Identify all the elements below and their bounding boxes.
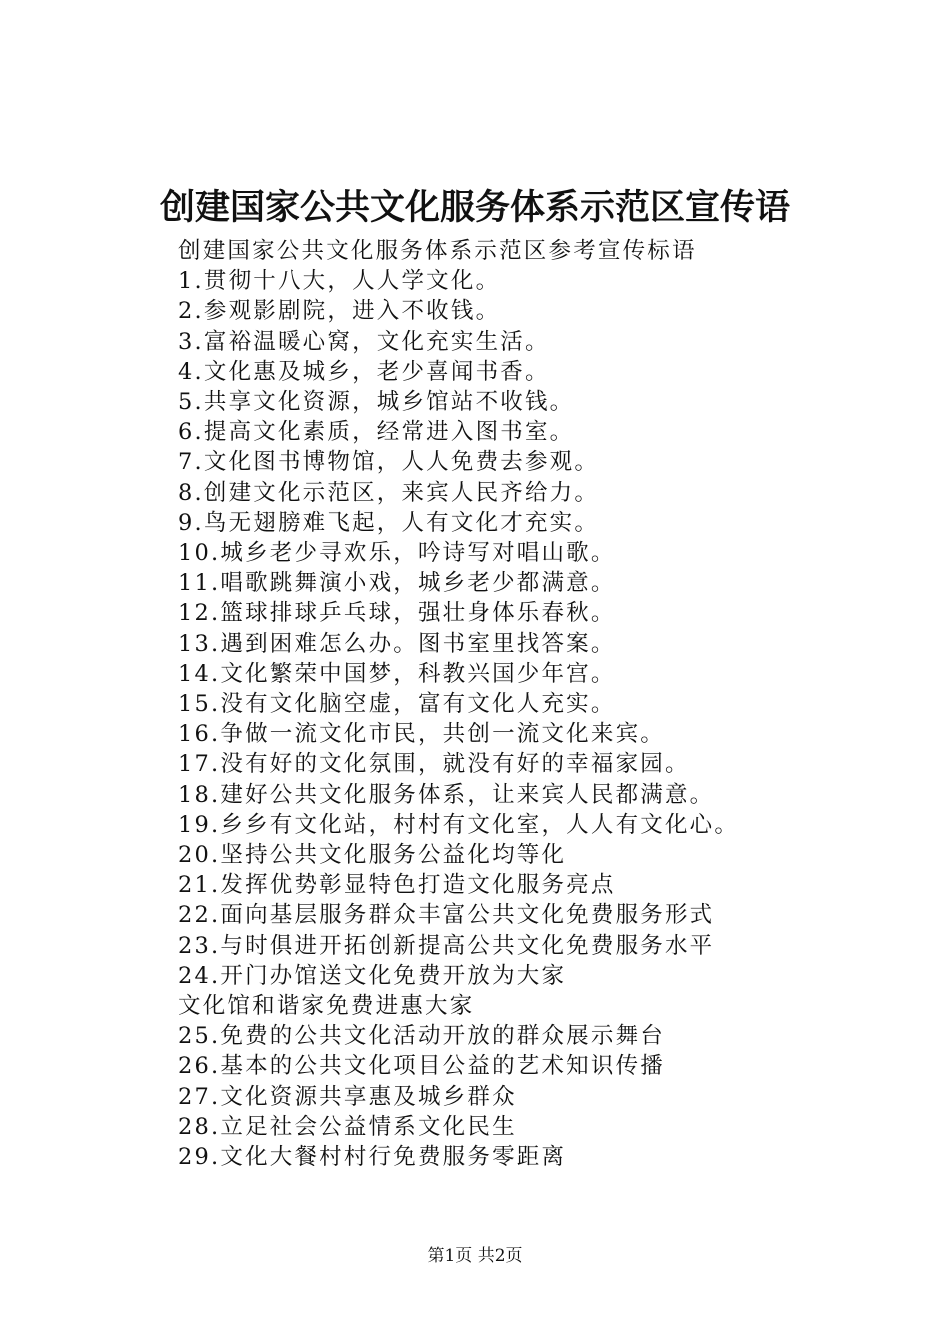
- slogan-line: 16.争做一流文化市民，共创一流文化来宾。: [178, 721, 665, 748]
- slogan-line: 15.没有文化脑空虚，富有文化人充实。: [178, 691, 616, 718]
- subtitle-line: 创建国家公共文化服务体系示范区参考宣传标语: [178, 238, 697, 264]
- slogan-line: 22.面向基层服务群众丰富公共文化免费服务形式: [178, 902, 715, 929]
- slogan-line: 26.基本的公共文化项目公益的艺术知识传播: [178, 1053, 665, 1080]
- slogan-line: 8.创建文化示范区，来宾人民齐给力。: [178, 479, 600, 506]
- slogan-line: 20.坚持公共文化服务公益化均等化: [178, 842, 567, 869]
- slogan-line: 3.富裕温暖心窝，文化充实生活。: [178, 328, 550, 355]
- slogan-list: [178, 236, 898, 1172]
- slogan-line: 5.共享文化资源，城乡馆站不收钱。: [178, 389, 575, 416]
- slogan-line: 12.篮球排球乒乓球，强壮身体乐春秋。: [178, 600, 616, 627]
- slogan-line: 28.立足社会公益情系文化民生: [178, 1113, 517, 1140]
- slogan-line: 24.开门办馆送文化免费开放为大家: [178, 962, 567, 989]
- slogan-line: 17.没有好的文化氛围，就没有好的幸福家园。: [178, 751, 690, 778]
- slogan-line: 1.贯彻十八大，人人学文化。: [178, 268, 501, 295]
- slogan-line: 2.参观影剧院，进入不收钱。: [178, 298, 501, 325]
- slogan-line: 29.文化大餐村村行免费服务零距离: [178, 1144, 567, 1171]
- slogan-line: 9.鸟无翅膀难飞起，人有文化才充实。: [178, 509, 600, 536]
- slogan-line: 19.乡乡有文化站，村村有文化室，人人有文化心。: [178, 811, 740, 838]
- slogan-line: 13.遇到困难怎么办。图书室里找答案。: [178, 630, 616, 657]
- slogan-line: 18.建好公共文化服务体系，让来宾人民都满意。: [178, 781, 715, 808]
- page-footer: 第1页 共2页: [427, 1246, 523, 1266]
- document-title: 创建国家公共文化服务体系示范区宣传语: [159, 187, 790, 228]
- slogan-line: 7.文化图书博物馆，人人免费去参观。: [178, 449, 600, 476]
- slogan-line: 21.发挥优势彰显特色打造文化服务亮点: [178, 872, 616, 899]
- slogan-line: 27.文化资源共享惠及城乡群众: [178, 1083, 517, 1110]
- slogan-line: 文化馆和谐家免费进惠大家: [178, 993, 475, 1020]
- slogan-line: 14.文化繁荣中国梦，科教兴国少年宫。: [178, 660, 616, 687]
- slogan-line: 23.与时俱进开拓创新提高公共文化免费服务水平: [178, 932, 715, 959]
- slogan-line: 11.唱歌跳舞演小戏，城乡老少都满意。: [178, 570, 616, 597]
- slogan-line: 25.免费的公共文化活动开放的群众展示舞台: [178, 1023, 665, 1050]
- slogan-line: 4.文化惠及城乡，老少喜闻书香。: [178, 358, 550, 385]
- slogan-line: 6.提高文化素质，经常进入图书室。: [178, 419, 575, 446]
- slogan-line: 10.城乡老少寻欢乐，吟诗写对唱山歌。: [178, 540, 616, 567]
